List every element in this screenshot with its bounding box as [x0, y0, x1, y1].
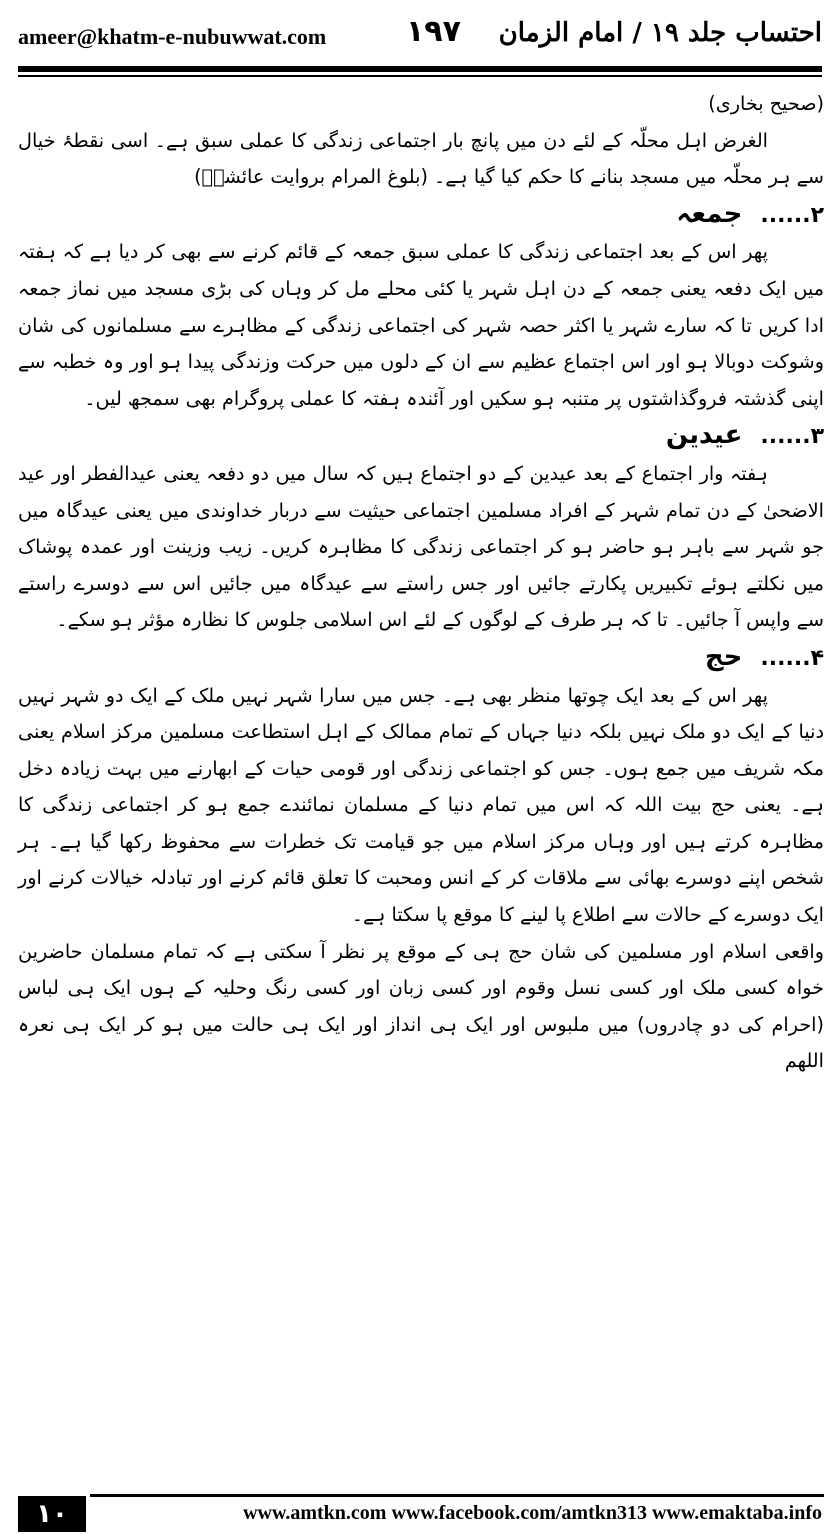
paragraph-3: ہفتہ وار اجتماع کے بعد عیدین کے دو اجتماع ہیں کہ سال میں دو دفعہ یعنی عیدالفطر اور عید الاضحیٰ کے دن تمام شہر کے افراد مسلمین اجتماعی حیثیت سے دربار خداوندی میں یعنی عیدگاہ میں جو شہر سے باہر ہو حاضر ہو کر اجتماعی زندگی کا مظاہرہ کریں۔ زیب وزینت اور عمدہ پوشاک میں نکلتے ہوئے تکبیریں پکارتے جائیں اور جس راستے سے عیدگاہ میں جائیں اس سے دوسرے راستے سے واپس آ جائیں۔ تا کہ ہر طرف کے لوگوں کے لئے اس اسلامی جلوس کا نظارہ مؤثر ہو سکے۔: [18, 461, 824, 632]
page-header: [18, 14, 822, 58]
book-title: احتساب جلد ۱۹ / امام الزمان: [498, 18, 822, 48]
footer-website-links[interactable]: www.amtkn.com www.facebook.com/amtkn313 www.emaktaba.info: [243, 1502, 822, 1524]
section-heading-2: [18, 196, 824, 235]
paragraph-1: الغرض اہل محلّہ کے لئے دن میں پانچ بار اجتماعی زندگی کا عملی سبق ہے۔ اسی نقطۂ خیال سے ہر محلّہ میں مسجد بنانے کا حکم کیا گیا ہے۔ (بلوغ المرام بروایت عائشہؓ): [18, 128, 824, 189]
header-email: ameer@khatm-e-nubuwwat.com: [18, 24, 327, 49]
footer-rule: [90, 1494, 824, 1497]
paragraph-2: پھر اس کے بعد اجتماعی زندگی کا عملی سبق جمعہ کے قائم کرنے سے بھی کر دیا ہے کہ ہفتہ میں ایک دفعہ یعنی جمعہ کے دن اہل شہر یا کئی محلے مل کر وہاں کی بڑی مسجد میں نماز جمعہ ادا کریں تا کہ سارے شہر یا اکثر حصہ شہر کی اجتماعی زندگی کے مظاہرے سے مسلمانوں کی شان وشوکت دوبالا ہو اور اس اجتماع عظیم سے ان کے دلوں میں حرکت وزندگی پیدا ہو اور وہ خطبہ سے اپنی گذشتہ فروگذاشتوں پر متنبہ ہو سکیں اور آئندہ ہفتہ کا عملی پروگرام بھی سمجھ لیں۔: [18, 240, 824, 410]
section-heading-4: [18, 639, 824, 678]
paragraph-5: واقعی اسلام اور مسلمین کی شان حج ہی کے موقع پر نظر آ سکتی ہے کہ تمام مسلمان حاضرین خواہ کسی ملک اور کسی نسل وقوم اور کسی زبان اور کسی رنگ وحلیہ کے ہوں ایک ہی لباس (احرام کی دو چادروں) میں ملبوس اور ایک ہی انداز اور ایک ہی حالت میں ہو کر ایک ہی نعرہ اللھم: [18, 939, 824, 1073]
section-title-4: حج: [704, 641, 743, 672]
section-number-3: ۳......: [760, 424, 824, 450]
section-title-2: جمعہ: [676, 198, 743, 229]
header-rule-thick: [18, 66, 822, 72]
source-reference: (صحیح بخاری): [708, 92, 824, 115]
page-number: ۱۹۷: [406, 14, 461, 49]
paragraph-4: پھر اس کے بعد ایک چوتھا منظر بھی ہے۔ جس میں سارا شہر نہیں ملک کے ایک دو شہر نہیں دنیا کے ایک دو ملک نہیں بلکہ دنیا جہاں کے تمام ممالک کے اہل استطاعت مسلمین مرکز اسلام یعنی مکہ شریف میں جمع ہوں۔ جس کو اجتماعی زندگی اور قومی حیات کے ابھارنے میں بہت زیادہ دخل ہے۔ یعنی حج بیت اللہ کہ اس میں تمام دنیا کے مسلمان نمائندے جمع ہو کر اجتماعی زندگی کا مظاہرہ کرتے ہیں اور وہاں مرکز اسلام میں جو قیامت تک خطرات سے محفوظ رکھا گیا ہے۔ ہر شخص اپنے دوسرے بھائی سے ملاقات کر کے انس ومحبت کا تعلق قائم کرنے اور تبادلہ خیالات کرنے اور ایک دوسرے کے حالات سے اطلاع پا لینے کا موقع پا سکتا ہے۔: [18, 683, 824, 927]
section-number-4: ۴......: [760, 645, 824, 671]
footer-page-index: ۱۰: [18, 1496, 86, 1532]
header-rule-thin: [18, 75, 822, 77]
page-body: [18, 86, 824, 1080]
section-heading-3: [18, 417, 824, 456]
section-number-2: ۲......: [760, 202, 824, 228]
section-title-3: عیدین: [665, 420, 743, 451]
